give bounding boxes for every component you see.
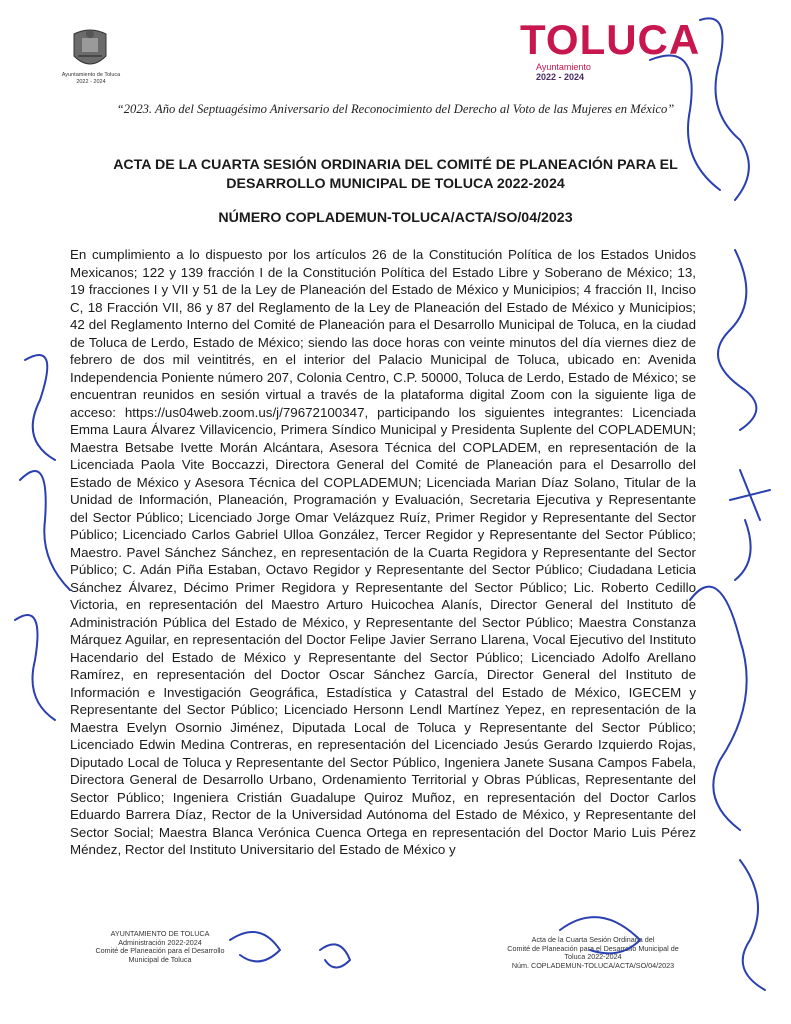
body-paragraph: En cumplimiento a lo dispuesto por los artículos 26 de la Constitución Política de los Estados Unidos Mexicanos; 122 y 139 fracción I de la Constitución Política del Estado Libre y Soberano de México; 13, 19 fracciones I y VII y 51 de la Ley de Planeación del Estado de México y Municipios; 4 fracción II, Inciso C, 18 Fracción VII, 86 y 87 del Reglamento de la Ley de Planeación del Estado de México y Municipios; 42 del Reglamento Interno del Comité de Planeación para el Desarrollo Municipal de Toluca, en la ciudad de Toluca de Lerdo, Estado de México; siendo las doce horas con veinte minutos del día viernes diez de febrero de dos mil veintitrés, en el interior del Palacio Municipal de Toluca, ubicado en: Avenida Independencia Poniente número 207, Colonia Centro, C.P. 50000, Toluca de Lerdo, Estado de México; se encuentran reunidos en sesión virtual a través de la plataforma digital Zoom con la siguiente liga de acceso: https://us04web.zoom.us/j/79672100347, participando los siguientes integrantes: Licenciada Emma Laura Álvarez Villavicencio, Primera Síndico Municipal y Presidenta Suplente del COPLADEMUN; Maestra Betsabe Ivette Morán Alcántara, Asesora Técnica del COPLADEM, en representación de la Licenciada Paola Vite Boccazzi, Directora General del Comité de Planeación para el Desarrollo del Estado de México y Asesora Técnica del COPLADEMUN; Licenciada Marian Díaz Solano, Titular de la Unidad de Información, Planeación, Programación y Evaluación, Secretaria Ejecutiva y Representante del Sector Público; Licenciado Jorge Omar Velázquez Ruíz, Primer Regidor y Representante del Sector Público; Licenciado Carlos Gabriel Ulloa González, Tercer Regidor y Representante del Sector Público; Maestro. Pavel Sánchez Sánchez, en representación de la Cuarta Regidora y Representante del Sector Público; C. Adán Piña Estaban, Octavo Regidor y Representante del Sector Público; Ciudadana Leticia Sánchez Álvarez, Décimo Primer Regidora y Representante del Sector Público; Lic. Roberto Cedillo Victoria, en representación del Maestro Arturo Huicochea Alanís, Director General del Instituto de Administración Pública del Estado de México, y Representante del Sector Público; Maestra Constanza Márquez Aguilar, en representación del Doctor Felipe Javier Serrano Llarena, Vocal Ejecutivo del Instituto Hacendario del Estado de México y Representante del Sector Público; Licenciado Adolfo Arellano Ramírez, en representación del Doctor Oscar Sánchez García, Director General del Instituto de Información e Investigación Geográfica, Estadística y Catastral del Estado de México, IGECEM y Representante del Sector Público; Licenciado Hersonn Lendl Martínez Yepez, en representación de la Maestra Evelyn Osornio Jiménez, Diputada Local de Toluca y Representante del Sector Público; Licenciado Edwin Medina Contreras, en representación del Licenciado Jesús Gerardo Izquierdo Rojas, Diputado Local de Toluca y Representante del Sector Público, Ingeniera Janete Susana Campos Fabela, Directora General de Desarrollo Urbano, Ordenamiento Territorial y Obras Públicas, Representante del Sector Público; Ingeniera Cristián Guadalupe Quiroz Muñoz, en representación del Doctor Carlos Eduardo Barrera Díaz, Rector de la Universidad Autónoma del Estado de México, y Representante del Sector Social; Maestra Blanca Verónica Cuenca Ortega en representación del Doctor Mario Luis Pérez Méndez, Rector del Instituto Universitario del Estado de México y: [70, 247, 696, 857]
crest-caption: [46, 72, 136, 86]
footer-right-line: Núm. COPLADEMUN-TOLUCA/ACTA/SO/04/2023: [511, 960, 675, 970]
crest-caption-line: Ayuntamiento de Toluca: [61, 72, 121, 78]
footer-right-line: Acta de la Cuarta Sesión Ordinaria del: [531, 935, 655, 944]
crest-caption-line: 2022 - 2024: [76, 79, 106, 85]
signature-mark: [690, 587, 747, 830]
document-number: NÚMERO COPLADEMUN-TOLUCA/ACTA/SO/04/2023: [218, 210, 573, 226]
footer-left: [75, 930, 245, 964]
footer-left-line: Municipal de Toluca: [128, 954, 192, 964]
signature-mark: [25, 355, 55, 460]
signature-mark: [740, 860, 765, 990]
signature-mark: [15, 615, 55, 720]
municipal-crest-icon: [64, 26, 116, 72]
logo-word: TOLUCA: [520, 16, 701, 63]
signature-mark: [320, 944, 350, 967]
footer-right-line: Comité de Planeación para el Desarrollo Municipal de: [507, 943, 679, 953]
year-motto: “2023. Año del Septuagésimo Aniversario del Reconocimiento del Derecho al Voto de las Mujeres en México”: [116, 102, 675, 116]
signature-mark: [718, 250, 756, 430]
footer-left-line: Comité de Planeación para el Desarrollo: [95, 946, 225, 956]
footer-right: [498, 936, 688, 970]
footer-left-line: Administración 2022-2024: [118, 937, 202, 947]
logo-subtitle: Ayuntamiento: [536, 62, 591, 72]
footer-right-line: Toluca 2022-2024: [564, 952, 622, 962]
toluca-logo: [520, 18, 710, 83]
signature-mark: [20, 471, 70, 590]
logo-years: 2022 - 2024: [536, 72, 585, 82]
document-title: ACTA DE LA CUARTA SESIÓN ORDINARIA DEL COMITÉ DE PLANEACIÓN PARA EL DESARROLLO MUNICIPAL DE TOLUCA 2022-2024: [113, 157, 678, 192]
signature-mark: [730, 470, 770, 580]
footer-left-line: AYUNTAMIENTO DE TOLUCA: [110, 929, 210, 938]
